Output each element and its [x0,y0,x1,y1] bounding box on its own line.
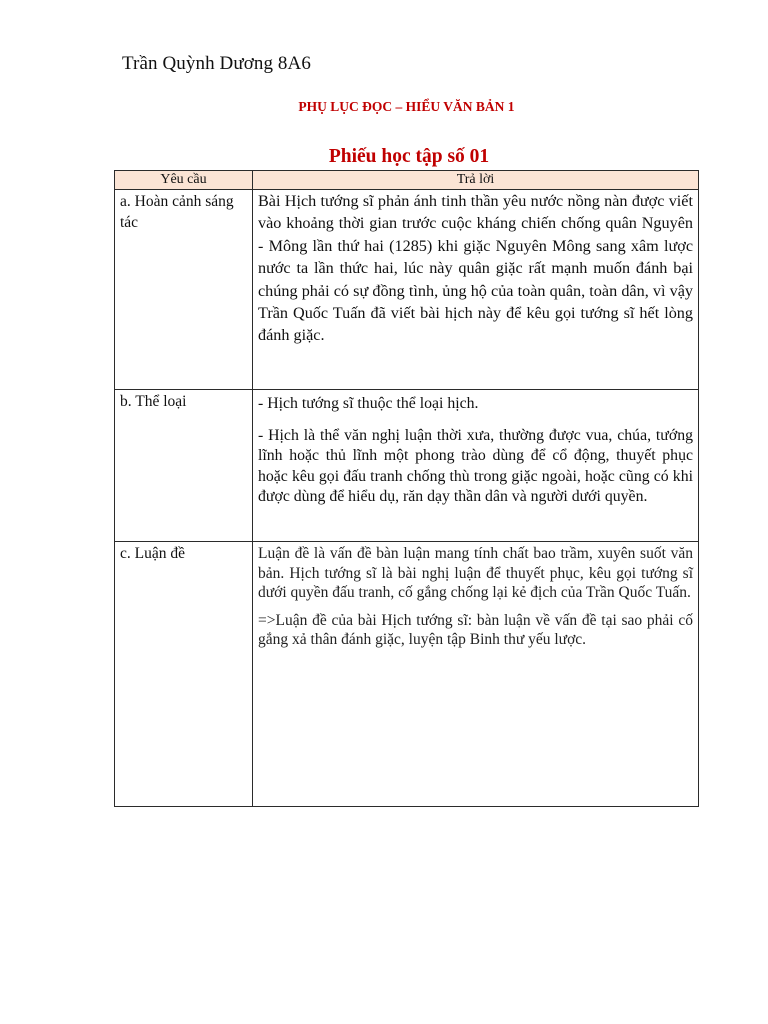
table-row [115,542,699,807]
header-answer: Trả lời [253,171,699,190]
requirement-cell: c. Luận đề [115,542,253,807]
answer-paragraph: - Hịch là thể văn nghị luận thời xưa, thường được vua, chúa, tướng lĩnh hoặc thủ lĩnh một phong trào dùng để cổ động, thuyết phục hoặc kêu gọi đấu tranh chống thù trong giặc ngoài, hoặc cũng có khi được dùng để hiểu dụ, răn dạy thần dân và người dưới quyền. [258,426,693,505]
worksheet-table [114,170,699,807]
answer-paragraph: Luận đề là vấn đề bàn luận mang tính chất bao trầm, xuyên suốt văn bản. Hịch tướng sĩ là bài nghị luận để thuyết phục, kêu gọi tướng sĩ dưới quyền đấu tranh, cố gắng chống lại kẻ địch của Trần Quốc Tuấn. [258,545,693,602]
appendix-title: PHỤ LỤC ĐỌC – HIỂU VĂN BẢN 1 [298,99,515,114]
table-row [115,390,699,542]
requirement-cell: b. Thể loại [115,390,253,542]
header-requirement: Yêu cầu [115,171,253,190]
table-header-row [115,171,699,190]
table-row [115,190,699,390]
answer-cell [253,190,699,390]
answer-cell [253,390,699,542]
answer-paragraph: Bài Hịch tướng sĩ phản ánh tinh thần yêu nước nồng nàn được viết vào khoảng thời gian trước cuộc kháng chiến chống quân Nguyên - Mông lần thứ hai (1285) khi giặc Nguyên Mông sang xâm lược nước ta lần thức hai, lúc này quân giặc rất mạnh muốn đánh bại chúng phải có sự đồng tình, ủng hộ của toàn quân, toàn dân, vì vậy Trần Quốc Tuấn đã viết bài hịch này để kêu gọi tướng sĩ hết lòng đánh giặc. [258,192,693,345]
answer-paragraph: =>Luận đề của bài Hịch tướng sĩ: bàn luận về vấn đề tại sao phải cố gắng xả thân đánh giặc, luyện tập Binh thư yếu lược. [258,611,693,649]
requirement-cell: a. Hoàn cảnh sáng tác [115,190,253,390]
worksheet-title: Phiếu học tập số 01 [328,146,490,167]
answer-cell [253,542,699,807]
author-line: Trần Quỳnh Dương 8A6 [122,53,311,74]
answer-paragraph: - Hịch tướng sĩ thuộc thể loại hịch. [258,395,479,412]
